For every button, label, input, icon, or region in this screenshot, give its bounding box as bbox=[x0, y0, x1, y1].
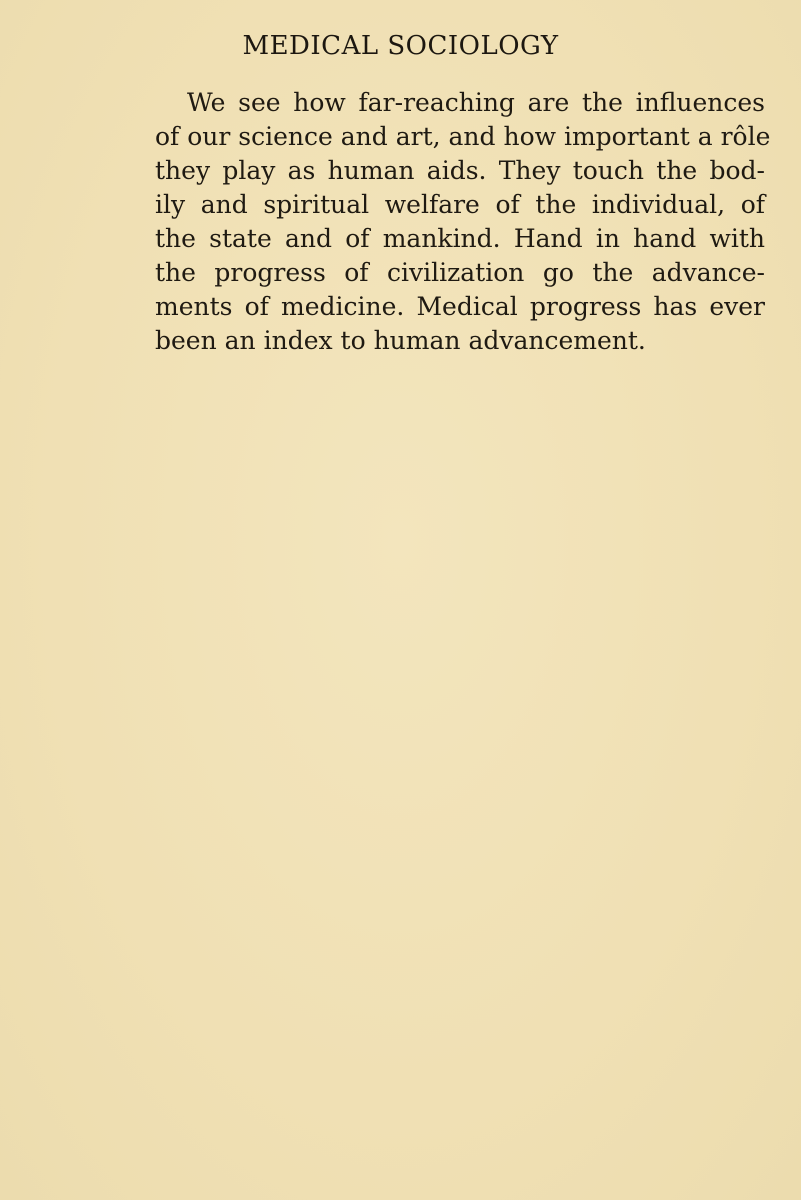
text-line: the progress of civilization go the advance- bbox=[155, 258, 765, 287]
text-line: We see how far-reaching are the influences bbox=[187, 88, 765, 117]
text-line: ments of medicine. Medical progress has ever bbox=[155, 292, 765, 321]
body-paragraph bbox=[155, 86, 771, 358]
text-line: they play as human aids. They touch the bod- bbox=[155, 156, 765, 185]
text-line: the state and of mankind. Hand in hand with bbox=[155, 224, 765, 253]
text-line: been an index to human advancement. bbox=[155, 326, 646, 355]
text-line: of our science and art, and how important a rôle bbox=[155, 122, 771, 151]
text-line: ily and spiritual welfare of the individual, of bbox=[155, 190, 765, 219]
running-head: MEDICAL SOCIOLOGY bbox=[242, 31, 559, 61]
